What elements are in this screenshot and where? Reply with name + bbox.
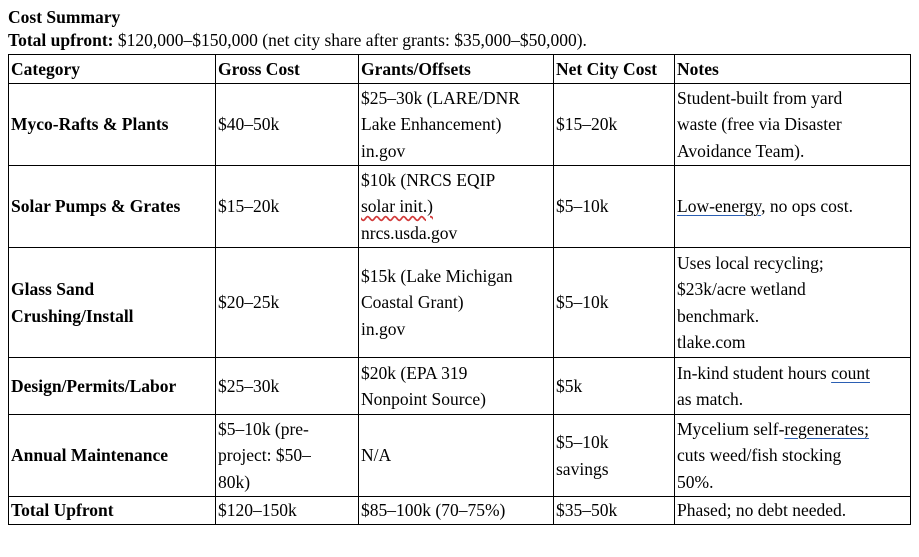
grants-line: $20k (EPA 319 bbox=[361, 362, 468, 383]
notes-cell: Phased; no debt needed. bbox=[675, 497, 911, 525]
gross-cost-cell bbox=[216, 415, 359, 497]
net-city-cost-cell: $5–10k bbox=[554, 248, 675, 358]
table-row bbox=[9, 358, 911, 415]
total-upfront-label: Total upfront: bbox=[8, 30, 114, 50]
grants-cell bbox=[359, 248, 554, 358]
net-city-cost-line: $5–10k bbox=[556, 432, 609, 452]
gross-cost-cell: $15–20k bbox=[216, 166, 359, 248]
grants-line-spellcheck: solar init.) bbox=[361, 196, 433, 217]
gross-cost-line: $5–10k (pre- bbox=[218, 418, 309, 439]
grants-line bbox=[361, 193, 551, 220]
notes-text: , no ops cost. bbox=[761, 196, 853, 217]
net-city-cost-cell: $5k bbox=[554, 358, 675, 415]
notes-cell bbox=[675, 358, 911, 415]
notes-cell bbox=[675, 166, 911, 248]
category-cell: Design/Permits/Labor bbox=[9, 358, 216, 415]
notes-line: Student-built from yard bbox=[677, 87, 843, 108]
grants-cell bbox=[359, 166, 554, 248]
table-row bbox=[9, 497, 911, 525]
grants-line: Nonpoint Source) bbox=[361, 389, 486, 409]
notes-grammar-underline: count bbox=[831, 362, 870, 383]
notes-cell bbox=[675, 415, 911, 497]
category-line: Crushing/Install bbox=[11, 305, 134, 326]
category-cell: Myco-Rafts & Plants bbox=[9, 84, 216, 166]
notes-text: Mycelium self- bbox=[677, 418, 785, 439]
notes-line: tlake.com bbox=[677, 332, 746, 352]
page-title: Cost Summary bbox=[8, 7, 121, 27]
grants-cell: N/A bbox=[359, 415, 554, 497]
column-header-net-city-cost: Net City Cost bbox=[554, 55, 675, 84]
notes-line: Uses local recycling; bbox=[677, 252, 824, 273]
gross-cost-line: project: $50– bbox=[218, 445, 311, 466]
notes-line bbox=[677, 360, 908, 387]
grants-cell: $85–100k (70–75%) bbox=[359, 497, 554, 525]
table-row bbox=[9, 84, 911, 166]
net-city-cost-cell: $5–10k bbox=[554, 166, 675, 248]
grants-line: in.gov bbox=[361, 318, 406, 339]
notes-grammar-underline: Low-energy bbox=[677, 196, 762, 217]
notes-cell bbox=[675, 84, 911, 166]
notes-line: Avoidance Team). bbox=[677, 140, 805, 161]
grants-line: Coastal Grant) bbox=[361, 292, 464, 313]
net-city-cost-cell: $15–20k bbox=[554, 84, 675, 166]
total-upfront-summary bbox=[8, 28, 919, 54]
column-header-notes: Notes bbox=[675, 55, 911, 84]
gross-cost-cell: $120–150k bbox=[216, 497, 359, 525]
table-header-row bbox=[9, 55, 911, 84]
notes-line: waste (free via Disaster bbox=[677, 114, 842, 135]
grants-line: in.gov bbox=[361, 140, 406, 161]
notes-line bbox=[677, 416, 908, 443]
table-row bbox=[9, 166, 911, 248]
notes-line: 50%. bbox=[677, 471, 714, 492]
notes-line: as match. bbox=[677, 389, 744, 409]
column-header-grants-offsets: Grants/Offsets bbox=[359, 55, 554, 84]
grants-line: $25–30k (LARE/DNR bbox=[361, 87, 520, 108]
category-line: Glass Sand bbox=[11, 279, 95, 299]
grants-line: nrcs.usda.gov bbox=[361, 222, 458, 243]
gross-cost-cell: $25–30k bbox=[216, 358, 359, 415]
gross-cost-line: 80k) bbox=[218, 471, 251, 492]
table-row bbox=[9, 415, 911, 497]
notes-cell bbox=[675, 248, 911, 358]
gross-cost-cell: $20–25k bbox=[216, 248, 359, 358]
notes-line: benchmark. bbox=[677, 305, 760, 326]
net-city-cost-cell: $35–50k bbox=[554, 497, 675, 525]
grants-line: $15k (Lake Michigan bbox=[361, 265, 513, 286]
net-city-cost-line: savings bbox=[556, 458, 609, 479]
notes-line: $23k/acre wetland bbox=[677, 279, 806, 299]
grants-line: $10k (NRCS EQIP bbox=[361, 169, 496, 190]
notes-text: In-kind student hours bbox=[677, 362, 832, 383]
grants-line: Lake Enhancement) bbox=[361, 114, 502, 135]
table-row bbox=[9, 248, 911, 358]
column-header-category: Category bbox=[9, 55, 216, 84]
category-cell: Total Upfront bbox=[9, 497, 216, 525]
total-upfront-text: $120,000–$150,000 (net city share after grants: $35,000–$50,000). bbox=[113, 30, 587, 50]
category-cell: Annual Maintenance bbox=[9, 415, 216, 497]
category-cell: Solar Pumps & Grates bbox=[9, 166, 216, 248]
cost-summary-table bbox=[8, 54, 911, 525]
net-city-cost-cell bbox=[554, 415, 675, 497]
notes-line: cuts weed/fish stocking bbox=[677, 445, 842, 466]
column-header-gross-cost: Gross Cost bbox=[216, 55, 359, 84]
gross-cost-cell: $40–50k bbox=[216, 84, 359, 166]
grants-cell bbox=[359, 358, 554, 415]
grants-cell bbox=[359, 84, 554, 166]
category-cell bbox=[9, 248, 216, 358]
notes-grammar-underline: regenerates; bbox=[784, 418, 869, 439]
